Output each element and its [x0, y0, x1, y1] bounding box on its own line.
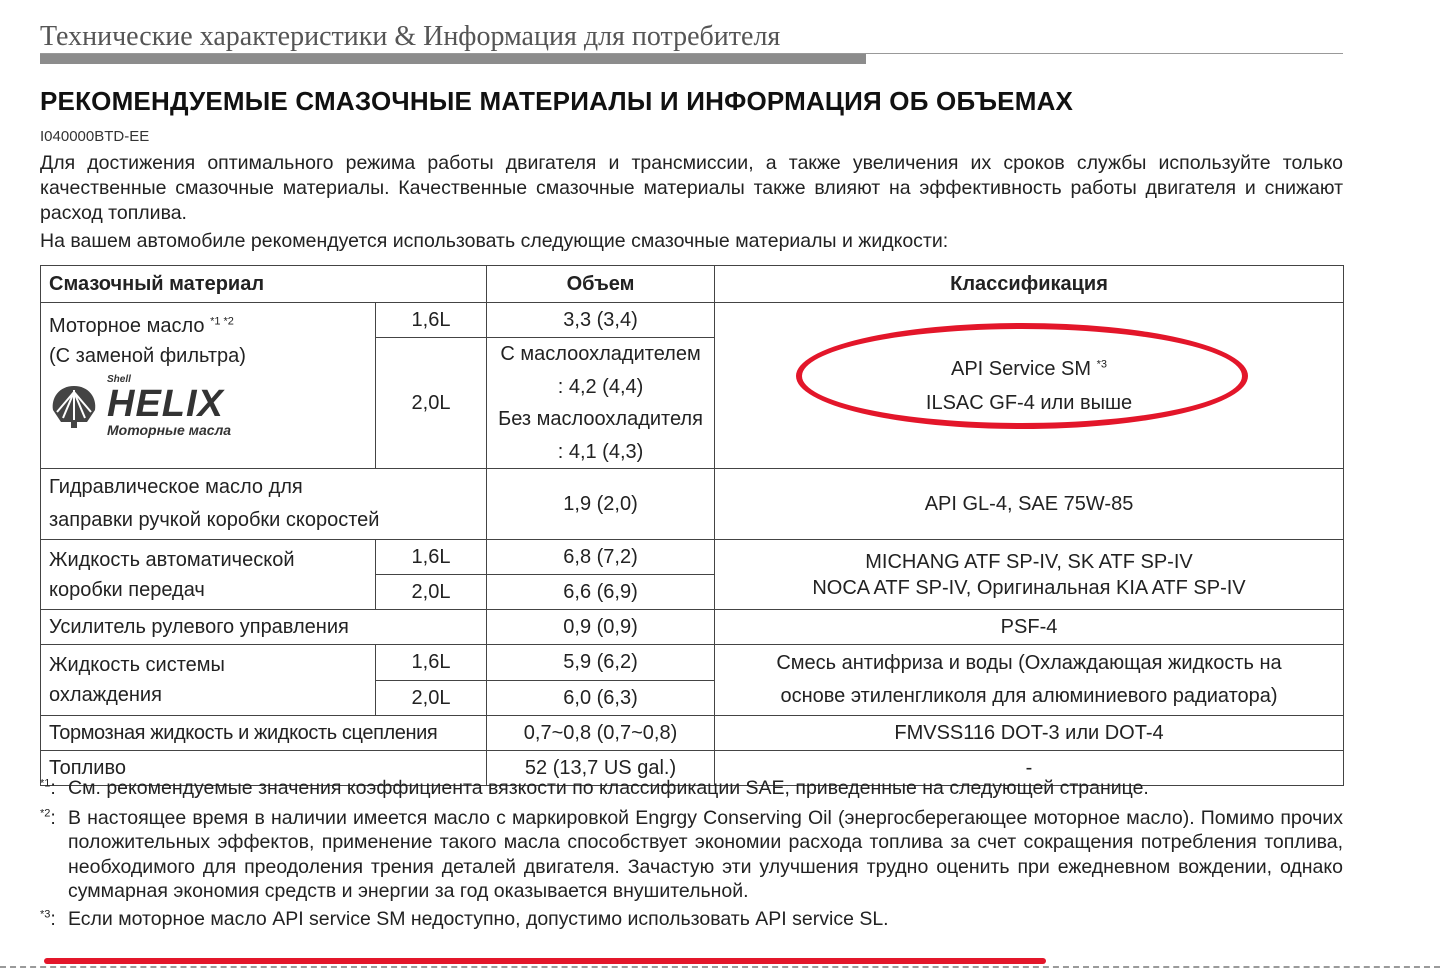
- table-row: [41, 645, 1344, 681]
- header-classification: Классификация: [715, 266, 1344, 303]
- engine-oil-16-engine: 1,6L: [376, 303, 487, 338]
- manual-trans-label-line2: заправки ручкой коробки скоростей: [49, 509, 380, 531]
- brake-label: Тормозная жидкость и жидкость сцепления: [41, 716, 487, 751]
- coolant-16-volume: 5,9 (6,2): [487, 645, 715, 681]
- power-steering-classification: PSF-4: [715, 610, 1344, 645]
- auto-trans-class-line1: MICHANG ATF SP-IV, SK ATF SP-IV: [865, 550, 1193, 573]
- engine-oil-class-mark: *3: [1096, 357, 1108, 370]
- red-underline: [44, 958, 1046, 964]
- fuel-label: Топливо: [41, 751, 487, 786]
- engine-oil-class-line1: API Service SM: [951, 357, 1092, 380]
- intro-line-2: На вашем автомобиле рекомендуется использовать следующие смазочные материалы и жидкости:: [40, 230, 949, 252]
- document-code: I040000BTD-EE: [40, 128, 150, 145]
- auto-trans-label: [41, 540, 376, 610]
- shell-helix-logo: [49, 375, 367, 437]
- table-row: [41, 716, 1344, 751]
- logo-brand: Shell: [107, 374, 131, 385]
- auto-trans-20-volume: 6,6 (6,9): [487, 575, 715, 610]
- volume-line: : 4,1 (4,3): [557, 440, 644, 463]
- page-edge-dashes: [0, 966, 1440, 968]
- manual-trans-label-line1: Гидравлическое масло для: [49, 476, 303, 498]
- page-title: РЕКОМЕНДУЕМЫЕ СМАЗОЧНЫЕ МАТЕРИАЛЫ И ИНФОРМАЦИЯ ОБ ОБЪЕМАХ: [40, 86, 1074, 116]
- header-lubricant: Смазочный материал: [41, 266, 487, 303]
- manual-trans-classification: API GL-4, SAE 75W-85: [715, 469, 1344, 540]
- logo-subtitle: Моторные масла: [107, 422, 232, 438]
- footnote-mark: *1: [40, 777, 51, 790]
- engine-oil-footnote-marks: *1 *2: [210, 315, 234, 328]
- coolant-class-line1: Смесь антифриза и воды (Охлаждающая жидкость на: [776, 652, 1282, 674]
- footnotes: [40, 776, 1343, 931]
- coolant-label-line2: охлаждения: [49, 684, 162, 706]
- red-highlight-oval: [796, 323, 1248, 429]
- section-header: Технические характеристики & Информация для потребителя: [40, 21, 781, 52]
- coolant-classification: [715, 645, 1344, 716]
- coolant-class-line2: основе этиленгликоля для алюминиевого радиатора): [780, 685, 1278, 707]
- table-row: [41, 469, 1344, 540]
- coolant-20-volume: 6,0 (6,3): [487, 680, 715, 716]
- auto-trans-label-line2: коробки передач: [49, 578, 205, 601]
- auto-trans-classification: [715, 540, 1344, 610]
- auto-trans-class-line2: NOCA ATF SP-IV, Оригинальная KIA ATF SP-IV: [812, 576, 1246, 599]
- coolant-label-line1: Жидкость системы: [49, 654, 225, 676]
- footnote-text: В настоящее время в наличии имеется масло с маркировкой Engrgy Conserving Oil (энергосберегающее моторное масло). Помимо прочих положительных эффектов, применение такого масла способствует экономии расхода топлива за счет сокращения потребления топлива, необходимого для преодоления трения деталей двигателя. Зачастую эти улучшения трудно оценить при ежедневном вождении, однако суммарная экономия средств и энергии за год оказывается внушительной.: [68, 806, 1343, 902]
- footnote: $^{*1}$: См. рекомендуемые значения коэффициента вязкости по классификации SAE, приведенные на следующей странице.: [40, 776, 1343, 801]
- engine-oil-class-line2: ILSAC GF-4 или выше: [925, 391, 1133, 414]
- engine-oil-20-volume: [487, 338, 715, 469]
- volume-line: С маслоохладителем: [500, 343, 701, 365]
- footnote: $^{*3}$: Если моторное масло API service SM недоступно, допустимо использовать API service SL.: [40, 907, 1343, 932]
- footnote: $^{*2}$: В настоящее время в наличии имеется масло с маркировкой Engrgy Conserving Oil (энергосберегающее моторное масло). Помимо прочих положительных эффектов, применение такого масла способствует экономии расхода топлива за счет сокращения потребления топлива, необходимого для преодоления трения деталей двигателя. Зачастую эти улучшения трудно оценить при ежедневном вождении, однако суммарная экономия средств и энергии за год оказывается внушительной.: [40, 806, 1343, 902]
- engine-oil-cell: [41, 303, 376, 469]
- shell-logo-icon: [49, 382, 99, 430]
- logo-name: HELIX: [107, 383, 224, 425]
- manual-trans-label: [41, 469, 487, 540]
- coolant-20-engine: 2,0L: [376, 680, 487, 716]
- footnote-mark: *3: [40, 908, 51, 920]
- table-row: [41, 540, 1344, 575]
- coolant-16-engine: 1,6L: [376, 645, 487, 681]
- engine-oil-20-engine: 2,0L: [376, 338, 487, 469]
- header-volume: Объем: [487, 266, 715, 303]
- table-header-row: [41, 266, 1344, 303]
- fuel-volume: 52 (13,7 US gal.): [487, 751, 715, 786]
- coolant-label: [41, 645, 376, 716]
- power-steering-label: Усилитель рулевого управления: [41, 610, 487, 645]
- volume-line: Без маслоохладителя: [498, 408, 703, 430]
- power-steering-volume: 0,9 (0,9): [487, 610, 715, 645]
- engine-oil-label: Моторное масло: [49, 315, 205, 337]
- engine-oil-label-line: [49, 311, 367, 341]
- engine-oil-sublabel: (С заменой фильтра): [49, 345, 246, 367]
- auto-trans-label-line1: Жидкость автоматической: [49, 548, 295, 571]
- volume-line: : 4,2 (4,4): [557, 375, 644, 398]
- footnote-text: См. рекомендуемые значения коэффициента вязкости по классификации SAE, приведенные на следующей странице.: [68, 777, 1149, 799]
- engine-oil-16-volume: 3,3 (3,4): [487, 303, 715, 338]
- fuel-classification: -: [715, 751, 1344, 786]
- manual-trans-volume: 1,9 (2,0): [487, 469, 715, 540]
- brake-volume: 0,7~0,8 (0,7~0,8): [487, 716, 715, 751]
- auto-trans-20-engine: 2,0L: [376, 575, 487, 610]
- auto-trans-16-engine: 1,6L: [376, 540, 487, 575]
- brake-classification: FMVSS116 DOT-3 или DOT-4: [715, 716, 1344, 751]
- table-row: [41, 610, 1344, 645]
- intro-paragraph: Для достижения оптимального режима работы двигателя и трансмиссии, а также увеличения их сроков службы используйте только качественные смазочные материалы. Качественные смазочные материалы также влияют на эффективность работы двигателя и снижают расход топлива.: [40, 152, 1343, 224]
- auto-trans-16-volume: 6,8 (7,2): [487, 540, 715, 575]
- section-bar: [40, 54, 866, 64]
- footnote-mark: *2: [40, 807, 51, 819]
- footnote-text: Если моторное масло API service SM недоступно, допустимо использовать API service SL.: [68, 907, 889, 930]
